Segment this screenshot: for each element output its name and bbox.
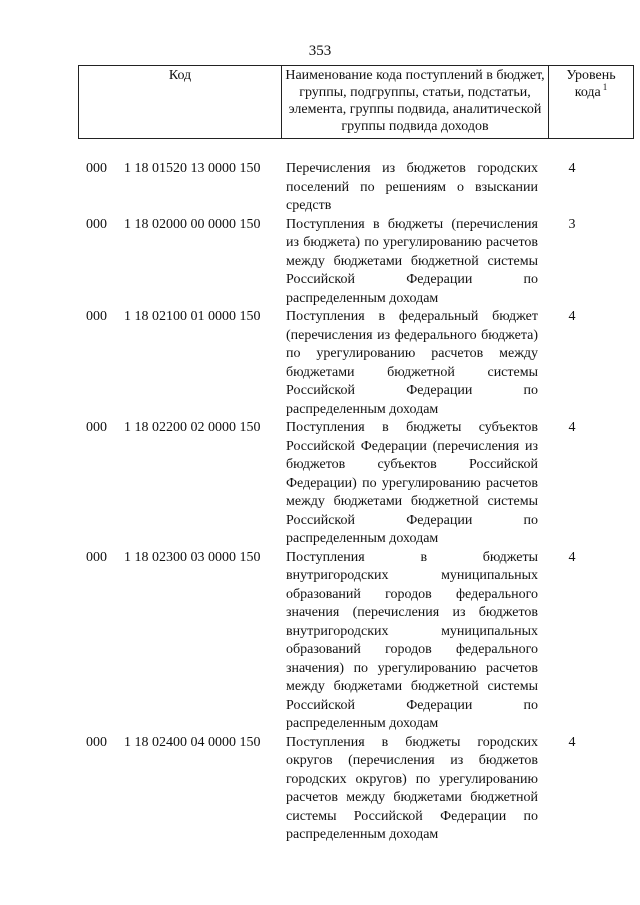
level-value: 3	[568, 216, 576, 232]
header-name: Наименование кода поступлений в бюджет, группы, подгруппы, статьи, подстатьи, элемента, группы подвида, аналитической группы подвида доходов	[282, 66, 549, 139]
level-value: 4	[568, 549, 576, 565]
revenue-name: Поступления в федеральный бюджет (перечисления из федерального бюджета) по урегулированию расчетов между бюджетами бюджетной системы Российской Федерации по распределенным доходам	[286, 309, 538, 417]
level-value: 4	[568, 161, 576, 176]
header-level-main: Уровень	[566, 68, 616, 83]
table-header-row	[79, 66, 634, 139]
admin-code: 000	[86, 420, 107, 435]
level-value: 4	[568, 734, 576, 750]
header-level-sub: кода	[574, 85, 601, 100]
admin-code: 000	[86, 734, 107, 750]
admin-code: 000	[86, 549, 107, 565]
table-row	[86, 734, 606, 845]
admin-code: 000	[86, 161, 107, 176]
header-code: Код	[79, 66, 282, 139]
revenue-code: 1 18 02300 03 0000 150	[124, 549, 261, 565]
table-row	[86, 160, 606, 216]
revenue-code: 1 18 02200 02 0000 150	[124, 420, 261, 435]
admin-code: 000	[86, 309, 107, 324]
revenue-name: Поступления в бюджеты субъектов Российской Федерации (перечисления из бюджетов субъектов Российской Федерации) по урегулированию расчетов между бюджетами бюджетной системы Российской Федерации по распределенным доходам	[286, 420, 538, 546]
header-level	[549, 66, 634, 139]
revenue-code: 1 18 02000 00 0000 150	[124, 216, 261, 232]
table-body	[86, 160, 606, 845]
table-row	[86, 216, 606, 309]
revenue-code: 1 18 02400 04 0000 150	[124, 734, 261, 750]
revenue-name: Поступления в бюджеты (перечисления из бюджета) по урегулированию расчетов между бюджетами бюджетной системы Российской Федерации по распределенным доходам	[286, 216, 538, 306]
page-number: 353	[308, 43, 332, 59]
revenue-code: 1 18 01520 13 0000 150	[124, 161, 261, 176]
admin-code: 000	[86, 216, 107, 232]
revenue-name: Поступления в бюджеты городских округов (перечисления из бюджетов городских округов) по урегулированию расчетов между бюджетами бюджетной системы Российской Федерации по распределенным доходам	[286, 734, 538, 842]
revenue-name: Поступления в бюджеты внутригородских муниципальных образований городов федерального значения (перечисления из бюджетов внутригородских муниципальных образований городов федерального значения) по урегулированию расчетов между бюджетами бюджетной системы Российской Федерации по распределенным доходам	[286, 549, 538, 731]
table-header	[78, 65, 634, 139]
level-value: 4	[568, 420, 576, 435]
level-value: 4	[568, 309, 576, 324]
table-row	[86, 419, 606, 549]
revenue-code: 1 18 02100 01 0000 150	[124, 309, 261, 324]
revenue-name: Перечисления из бюджетов городских поселений по решениям о взыскании средств	[286, 161, 538, 213]
footnote-marker: 1	[602, 82, 608, 93]
table-row	[86, 308, 606, 419]
table-row	[86, 549, 606, 734]
